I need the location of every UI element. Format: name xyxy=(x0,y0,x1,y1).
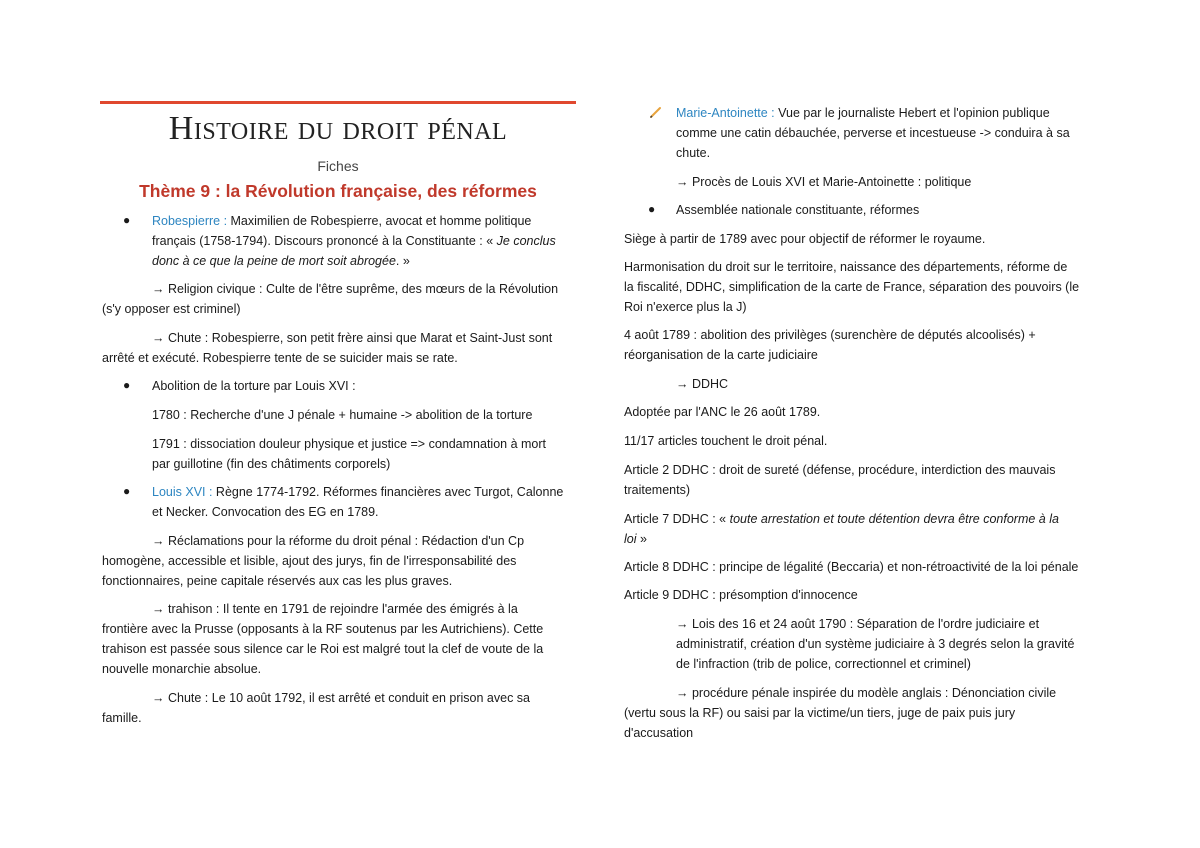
chute2-line-1: → Chute : Le 10 août 1792, il est arrêté et conduit en prison avec sa xyxy=(152,691,531,705)
ma-line-3: chute. xyxy=(676,146,711,160)
aout-line-1: 4 août 1789 : abolition des privilèges (surenchère de députés alcoolisés) + xyxy=(624,328,1036,342)
bullet-dot-icon: ● xyxy=(123,213,131,227)
torture-1791-b: par guillotine (fin des châtiments corporels) xyxy=(152,457,391,471)
chute2-line-2: famille. xyxy=(102,711,142,725)
trahison-line-3: trahison est passée sous silence car le Roi est malgré tout la clef de voute de la xyxy=(102,642,544,656)
bullet-dot-icon: ● xyxy=(123,484,131,498)
bullet-dot-icon: ● xyxy=(123,378,131,392)
religion-line-1: → Religion civique : Culte de l'être suprême, des mœurs de la Révolution xyxy=(152,282,559,296)
reclam-line-3: fonctionnaires, peine capitale réservés aux cas les plus graves. xyxy=(102,574,453,588)
trahison-line-4: nouvelle monarchie absolue. xyxy=(102,662,262,676)
ma-line-1 xyxy=(676,104,1050,124)
louis-line-1 xyxy=(152,483,563,503)
religion-line-2: (s'y opposer est criminel) xyxy=(102,302,241,316)
robespierre-text-1: Maximilien de Robespierre, avocat et homme politique xyxy=(227,214,532,228)
title-rule xyxy=(100,101,576,104)
theme-heading: Thème 9 : la Révolution française, des réformes xyxy=(139,181,537,201)
proc-line-3: d'accusation xyxy=(624,726,694,740)
art7-line-2 xyxy=(624,530,647,550)
art2-line-1: Article 2 DDHC : droit de sureté (défense, procédure, interdiction des mauvais xyxy=(624,463,1056,477)
lois-line-2: administratif, création d'un système judiciaire à 3 degrés selon la gravité xyxy=(676,637,1075,651)
page-subtitle: Fiches xyxy=(317,158,359,174)
art8-line: Article 8 DDHC : principe de légalité (Beccaria) et non-rétroactivité de la loi pénale xyxy=(624,560,1079,574)
chute-line-1: → Chute : Robespierre, son petit frère ainsi que Marat et Saint-Just sont xyxy=(152,331,553,345)
proces-line: → Procès de Louis XVI et Marie-Antoinette : politique xyxy=(676,175,972,189)
lois-line-1: → Lois des 16 et 24 août 1790 : Séparation de l'ordre judiciaire et xyxy=(676,617,1040,631)
chute-line-2: arrêté et exécuté. Robespierre tente de se suicider mais se rate. xyxy=(102,351,458,365)
art7-text-b: » xyxy=(636,532,647,546)
robespierre-quote-b: donc à ce que la peine de mort soit abrogée xyxy=(152,254,396,268)
louis-name: Louis XVI : xyxy=(152,485,213,499)
ma-line-2: comme une catin débauchée, perverse et incestueuse -> conduira à sa xyxy=(676,126,1070,140)
art7-quote-2: loi xyxy=(624,532,637,546)
ddhc-line: → DDHC xyxy=(676,377,729,391)
ma-text-1: Vue par le journaliste Hebert et l'opinion publique xyxy=(774,106,1050,120)
art9-line: Article 9 DDHC : présomption d'innocence xyxy=(624,588,858,602)
robespierre-line-1 xyxy=(152,212,531,232)
ma-name: Marie-Antoinette : xyxy=(676,106,775,120)
trahison-line-2: frontière avec la Prusse (opposants à la RF soutenus par les Autrichiens). Cette xyxy=(102,622,544,636)
bullet-dot-icon: ● xyxy=(648,202,656,216)
reclam-line-2: homogène, accessible et lisible, ajout des jurys, fin de l'irresponsabilité des xyxy=(102,554,517,568)
art7-line-1 xyxy=(624,510,1059,530)
robespierre-line-2 xyxy=(152,232,556,252)
robespierre-text-2a: français (1758-1794). Discours prononcé à la Constituante : « xyxy=(152,234,497,248)
torture-1780: 1780 : Recherche d'une J pénale + humaine -> abolition de la torture xyxy=(152,408,533,422)
proc-line-2: (vertu sous la RF) ou saisi par la victime/un tiers, juge de paix puis jury xyxy=(624,706,1016,720)
trahison-line-1: → trahison : Il tente en 1791 de rejoindre l'armée des émigrés à la xyxy=(152,602,518,616)
torture-title: Abolition de la torture par Louis XVI : xyxy=(152,379,356,393)
assemblee-line: Assemblée nationale constituante, réformes xyxy=(676,203,920,217)
torture-1791-a: 1791 : dissociation douleur physique et justice => condamnation à mort xyxy=(152,437,546,451)
harmo-line-1: Harmonisation du droit sur le territoire, naissance des départements, réforme de xyxy=(624,260,1068,274)
siege-line: Siège à partir de 1789 avec pour objectif de réformer le royaume. xyxy=(624,232,986,246)
pencil-icon xyxy=(648,104,664,120)
robespierre-name: Robespierre : xyxy=(152,214,228,228)
lois-line-3: de l'infraction (trib de police, correctionnel et criminel) xyxy=(676,657,971,671)
robespierre-line-3 xyxy=(152,252,410,272)
robespierre-text-2b: . » xyxy=(395,254,410,268)
louis-line-2: et Necker. Convocation des EG en 1789. xyxy=(152,505,379,519)
aout-line-2: réorganisation de la carte judiciaire xyxy=(624,348,818,362)
louis-text-1: Règne 1774-1792. Réformes financières avec Turgot, Calonne xyxy=(212,485,564,499)
proc-line-1: → procédure pénale inspirée du modèle anglais : Dénonciation civile xyxy=(676,686,1057,700)
adoptee-line: Adoptée par l'ANC le 26 août 1789. xyxy=(624,405,821,419)
robespierre-quote-a: Je conclus xyxy=(496,234,556,248)
articles-line: 11/17 articles touchent le droit pénal. xyxy=(624,434,828,448)
harmo-line-3: Roi n'exerce plus la J) xyxy=(624,300,747,314)
page-title: Histoire du droit pénal xyxy=(168,110,508,147)
reclam-line-1: → Réclamations pour la réforme du droit pénal : Rédaction d'un Cp xyxy=(152,534,525,548)
art7-quote-1: toute arrestation et toute détention devra être conforme à la xyxy=(729,512,1059,526)
art7-text-a: Article 7 DDHC : « xyxy=(624,512,730,526)
harmo-line-2: la fiscalité, DDHC, simplification de la carte de France, séparation des pouvoirs (le xyxy=(624,280,1080,294)
art2-line-2: traitements) xyxy=(624,483,690,497)
